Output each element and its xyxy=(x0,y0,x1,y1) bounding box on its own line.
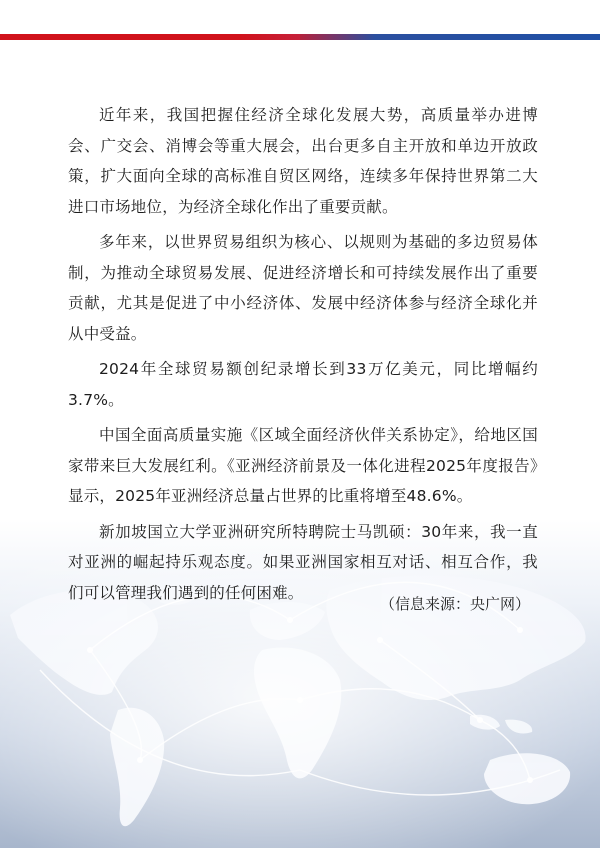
paragraph-2: 多年来，以世界贸易组织为核心、以规则为基础的多边贸易体制，为推动全球贸易发展、促进经济增长和可持续发展作出了重要贡献，尤其是促进了中小经济体、发展中经济体参与经济全球化并从中受益。 xyxy=(68,233,538,343)
header-accent-blue xyxy=(300,34,600,40)
paragraph-4: 中国全面高质量实施《区域全面经济伙伴关系协定》，给地区国家带来巨大发展红利。《亚洲经济前景及一体化进程2025年度报告》显示，2025年亚洲经济总量占世界的比重将增至48.6%。 xyxy=(68,426,538,505)
paragraph-1: 近年来，我国把握住经济全球化发展大势，高质量举办进博会、广交会、消博会等重大展会，出台更多自主开放和单边开放政策，扩大面向全球的高标准自贸区网络，连续多年保持世界第二大进口市场地位，为经济全球化作出了重要贡献。 xyxy=(68,106,538,216)
paragraph-5: 新加坡国立大学亚洲研究所特聘院士马凯硕：30年来，我一直对亚洲的崛起持乐观态度。如果亚洲国家相互对话、相互合作，我们可以管理我们遇到的任何困难。 xyxy=(68,522,538,602)
header-accent-bar xyxy=(0,34,600,40)
paragraph-3: 2024年全球贸易额创纪录增长到33万亿美元，同比增幅约3.7%。 xyxy=(68,360,538,409)
article-body xyxy=(68,100,538,613)
source-attribution: （信息来源：央广网） xyxy=(379,595,530,613)
header-accent-red xyxy=(0,34,300,40)
